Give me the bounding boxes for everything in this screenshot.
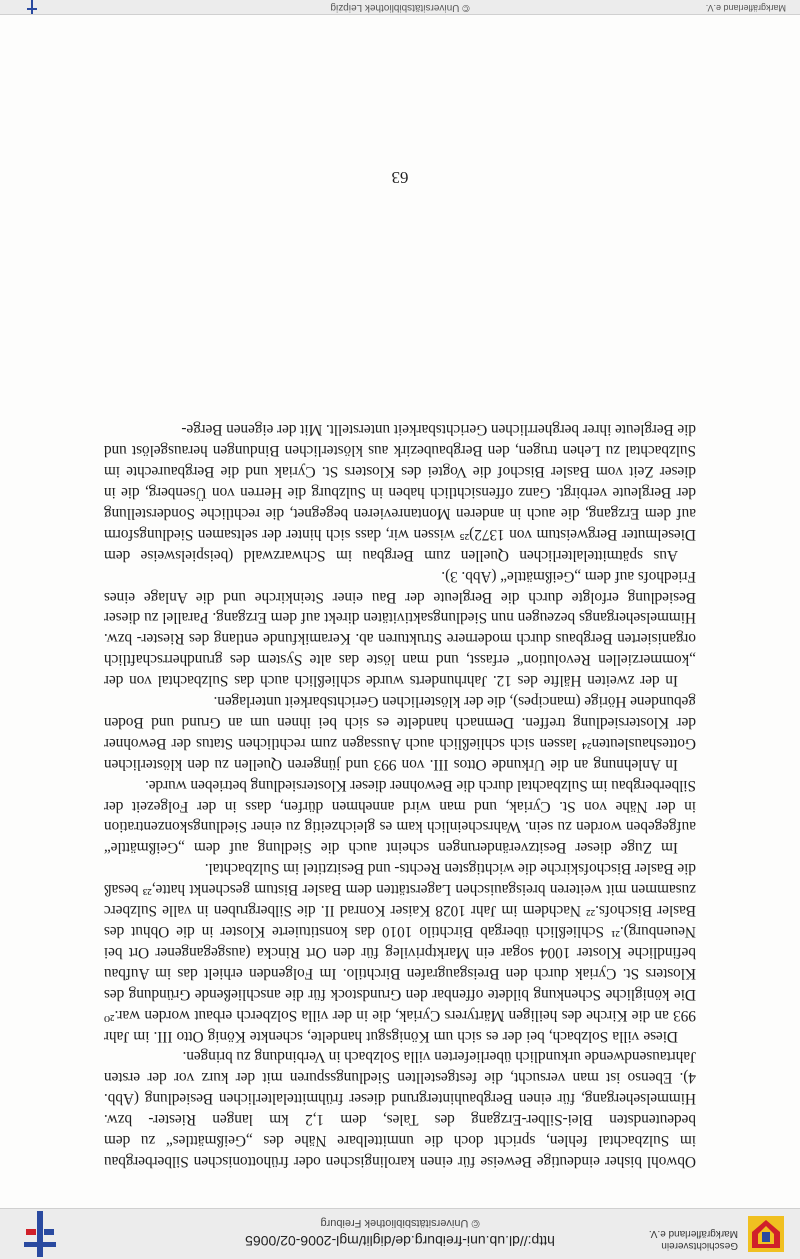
- paragraph: In Anlehnung an die Urkunde Ottos III. von 993 und jüngeren Quellen zu den klösterlichen Gotteshausleuten²⁴ lassen sich schließlich auch Aussagen zum rechtlichen Status der Bewohner der Klostersiedlung treffen. Demnach handelte es sich bei ihnen um an Grund und Boden gebundene Hörige (mancipes), die der klösterlichen Gerichtsbarkeit unterlagen.: [104, 693, 696, 773]
- paragraph: Aus spätmittelalterlichen Quellen zum Bergbau im Schwarzwald (beispielsweise dem Dieselmuter Bergweistum von 1372)²⁵ wissen wir, dass sich hinter der seltsamen Siedlungsform auf dem Erzgang, die auch in anderen Montanrevieren begegnet, die rechtliche Sonderstellung der Bergleute verbirgt. Ganz offensichtlich haben in Sulzburg die Herren von Üsenberg, die in dieser Zeit vom Basler Bischof die Vogtei des Klosters St. Cyriak und die Bergbaurechte im Sulzbachtal zu Lehen trugen, den Bergbaubezirk aus klösterlichen Bindungen herausgelöst und die Bergleute ihrer bergherrlichen Gerichtsbarkeit unterstellt. Mit der eigenen Berge-: [104, 421, 696, 564]
- document-url[interactable]: http://dl.ub.uni-freiburg.de/diglit/mgl-2006-02/0065: [245, 1233, 555, 1249]
- footer-society: Markgräflerland e.V.: [705, 3, 786, 13]
- paragraph: Im Zuge dieser Besitzveränderungen scheint auch die Siedlung auf dem „Geißmättle“ aufgegeben worden zu sein. Wahrscheinlich kam es gleichzeitig zu einer Siedlungskonzentration in der Nähe von St. Cyriak, und man wird annehmen dürfen, dass in der Folgezeit der Silberbergbau im Sulzbachtal durch die Bewohner dieser Klostersiedlung betrieben wurde.: [104, 776, 696, 857]
- viewer-footer: [0, 0, 800, 15]
- society-name-line: Markgräflerland e.V.: [648, 1228, 738, 1239]
- paragraph: Obwohl bisher eindeutige Beweise für einen karolingischen oder frühottonischen Silberbergbau im Sulzbachtal fehlen, spricht doch die unmittelbare Nähe des „Geißmättles“ zu dem bedeutendsten Blei-Silber-Erzgang des Tales, dem 1,2 km langen Riester- bzw. Himmelsehergang, für einen Bergbauhintergrund dieser frühmittelalterlichen Besiedlung (Abb. 4). Ebenso ist man versucht, die festgestellten Siedlungsspuren mit der kurz vor der ersten Jahrtausendwende urkundlich überlieferten villa Solzbach in Verbindung zu bringen.: [104, 1048, 696, 1170]
- footer-logo-icon: [26, 0, 38, 14]
- page-number: 63: [391, 168, 409, 187]
- paragraph: In der zweiten Hälfte des 12. Jahrhunderts wurde schließlich auch das Sulzbachtal von der „kommerziellen Revolution“ erfasst, und man löste das alte System des grundherrschaftlich organisierten Bergbaus durch modernere Strukturen ab. Keramikfunde entlang des Riester- bzw. Himmelsehergangs bezeugen nun Siedlungsaktivitäten direkt auf dem Erzgang. Parallel zu dieser Besiedlung erfolgte durch die Bergleute der Bau einer Steinkirche und die Anlage eines Friedhofs auf dem „Geißmättle“ (Abb. 3).: [104, 567, 696, 690]
- society-name-line: Geschichtsverein: [661, 1240, 738, 1251]
- viewer-header: [0, 1208, 800, 1259]
- footer-copyright: © Universitätsbibliothek Leipzig: [330, 2, 470, 13]
- paragraph: Diese villa Solzbach, bei der es sich um Königsgut handelte, schenkte König Otto III. im Jahr 993 an die Kirche des heiligen Märtyrers Cyriak, die in der villa Solzberch erbaut worden war.²⁰ Die königliche Schenkung bildete offenbar den Grundstock für die anschließende Gründung des Klosters St. Cyriak durch den Breisgaugrafen Birchtilo. Im Folgenden erhielt das im Aufbau befindliche Kloster 1004 sogar ein Marktprivileg für den Ort Rincka (ausgegangener Ort bei Neuenburg).²¹ Schließlich übergab Birchtilo 1010 das konstituierte Kloster in die Obhut des Basler Bischofs.²² Nachdem im Jahr 1028 Kaiser Konrad II. die Silbergruben in valle Sulzberc zusammen mit weiteren breisgauischen Lagerstätten dem Basler Bistum geschenkt hatte,²³ besaß die Basler Bischofskirche die wichtigsten Rechts- und Besitztitel im Sulzbachtal.: [104, 860, 696, 1045]
- library-logo-icon: [20, 1211, 60, 1257]
- copyright-notice: © Universitätsbibliothek Freiburg: [320, 1217, 480, 1229]
- page-body: [104, 418, 696, 1171]
